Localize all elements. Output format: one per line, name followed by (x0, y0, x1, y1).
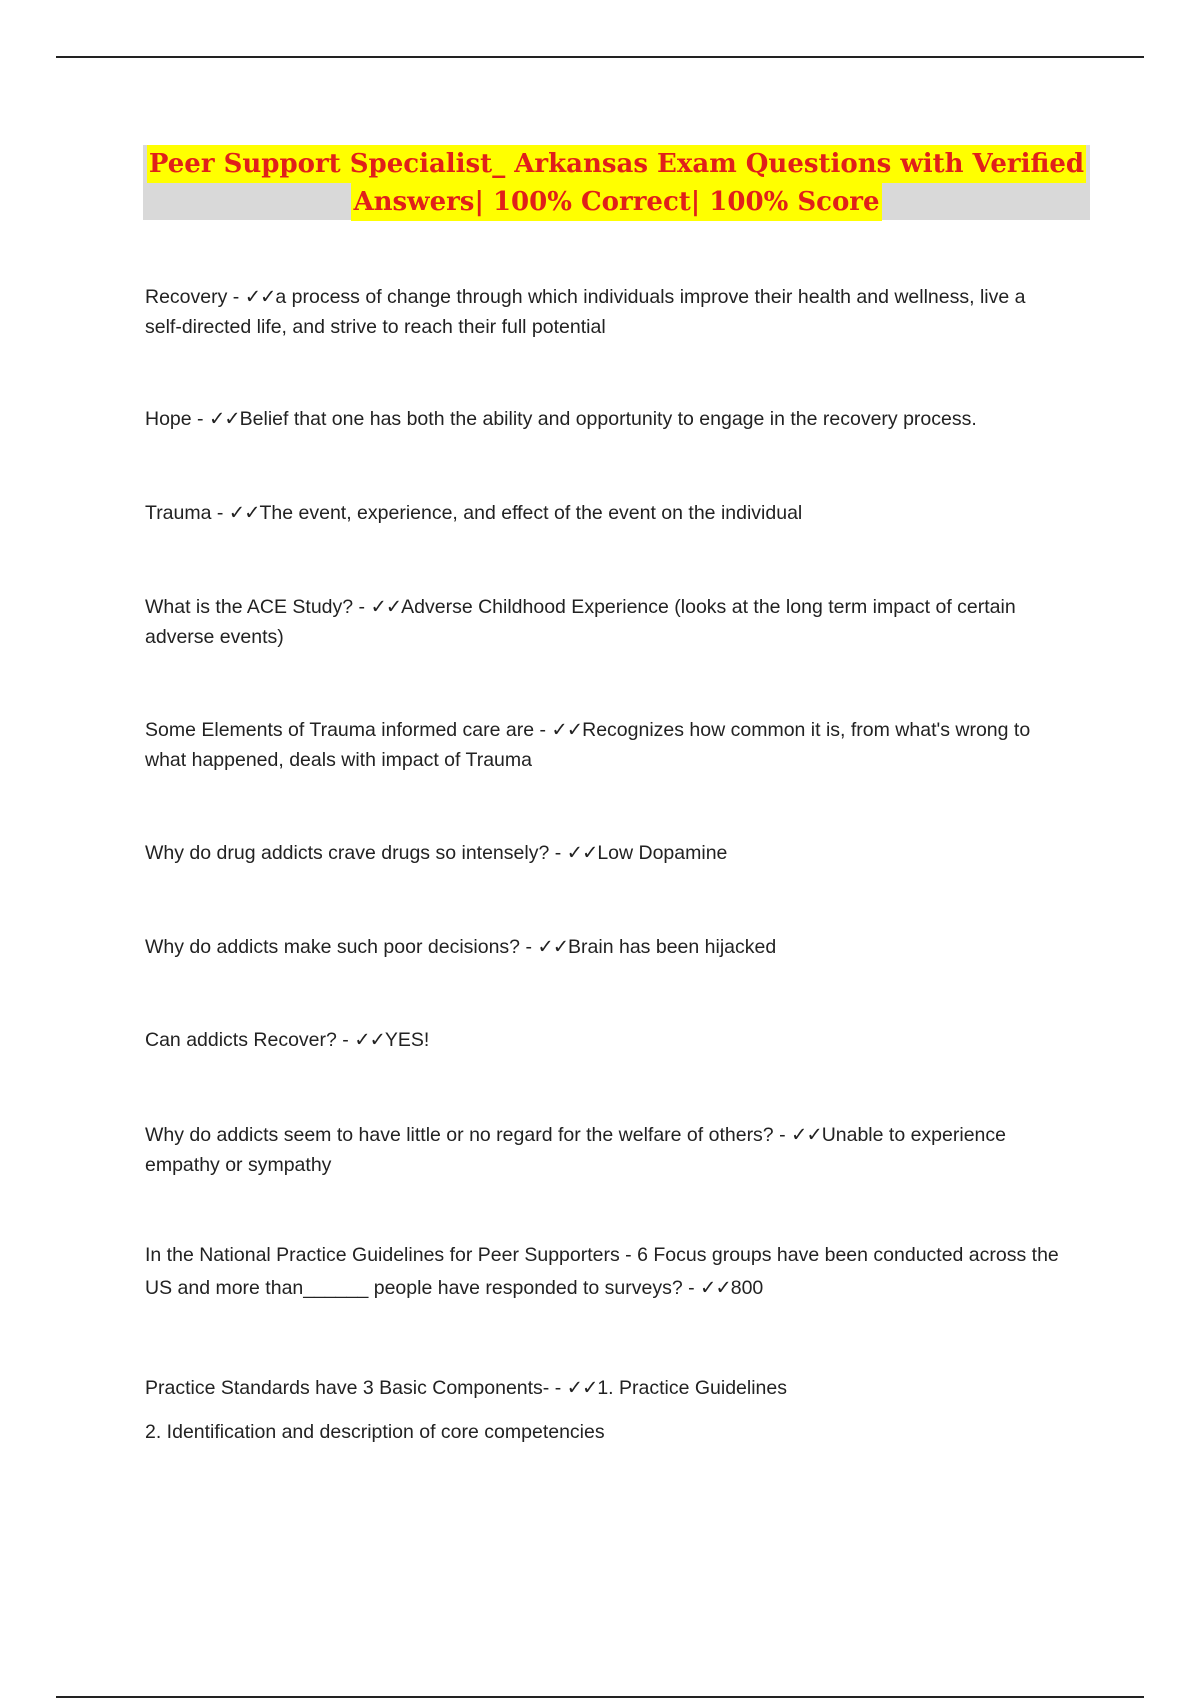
question-text: Recovery - (145, 286, 245, 308)
qa-item-can-recover (145, 1025, 1095, 1055)
answer-text: a process of change through which individuals improve their health and wellness, live a (275, 286, 1026, 308)
question-text: Why do addicts make such poor decisions? - (145, 936, 538, 958)
qa-item-trauma (145, 498, 1095, 528)
double-check-icon: ✓✓ (566, 842, 598, 864)
qa-line (145, 1272, 1095, 1305)
answer-text: Belief that one has both the ability and opportunity to engage in the recovery process. (239, 408, 977, 430)
double-check-icon: ✓✓ (354, 1029, 385, 1051)
title-line-2: Answers| 100% Correct| 100% Score (351, 183, 881, 221)
footer-rule (56, 1696, 1144, 1698)
double-check-icon: ✓✓ (791, 1124, 822, 1146)
qa-line (145, 404, 1095, 434)
question-text: What is the ACE Study? - (145, 596, 371, 618)
answer-text: The event, experience, and effect of the event on the individual (259, 502, 803, 524)
answer-text: Brain has been hijacked (568, 936, 777, 958)
answer-text: Adverse Childhood Experience (looks at the long term impact of certain (401, 596, 1016, 618)
double-check-icon: ✓✓ (208, 408, 240, 430)
question-text: Why do drug addicts crave drugs so intensely? - (145, 842, 567, 864)
qa-item-trauma-informed-care (145, 715, 1095, 775)
qa-line: self-directed life, and strive to reach their full potential (145, 316, 606, 338)
answer-text: Unable to experience (821, 1124, 1006, 1146)
qa-line (145, 838, 1095, 868)
qa-line (145, 592, 1095, 622)
qa-line: what happened, deals with impact of Trauma (145, 749, 532, 771)
double-check-icon: ✓✓ (228, 502, 260, 524)
double-check-icon: ✓✓ (700, 1277, 731, 1299)
double-check-icon: ✓✓ (244, 286, 276, 308)
title-line-1: Peer Support Specialist_ Arkansas Exam Questions with Verified (147, 145, 1086, 183)
qa-line: In the National Practice Guidelines for Peer Supporters - 6 Focus groups have been conducted across the (145, 1244, 1059, 1266)
question-text: US and more than______ people have responded to surveys? - (145, 1277, 701, 1299)
qa-line (145, 498, 1095, 528)
qa-item-national-guidelines (145, 1239, 1095, 1305)
answer-text: Low Dopamine (597, 842, 728, 864)
qa-item-cravings (145, 838, 1095, 868)
answer-text: 800 (730, 1277, 764, 1299)
double-check-icon: ✓✓ (370, 596, 402, 618)
double-check-icon: ✓✓ (551, 719, 583, 741)
answer-text: Recognizes how common it is, from what's wrong to (582, 719, 1031, 741)
header-rule (56, 56, 1144, 58)
qa-line (145, 282, 1095, 312)
qa-line: 2. Identification and description of core competencies (145, 1421, 605, 1443)
qa-line (145, 1025, 1095, 1055)
qa-item-welfare-of-others (145, 1120, 1095, 1180)
double-check-icon: ✓✓ (566, 1377, 598, 1399)
question-text: Hope - (145, 408, 209, 430)
qa-line: empathy or sympathy (145, 1154, 332, 1176)
qa-item-poor-decisions (145, 932, 1095, 962)
question-text: Why do addicts seem to have little or no regard for the welfare of others? - (145, 1124, 791, 1146)
question-text: Some Elements of Trauma informed care are - (145, 719, 552, 741)
double-check-icon: ✓✓ (537, 936, 569, 958)
qa-item-recovery (145, 282, 1095, 342)
qa-item-hope (145, 404, 1095, 434)
qa-line (145, 1366, 1095, 1410)
question-text: Can addicts Recover? - (145, 1029, 355, 1051)
qa-item-ace-study (145, 592, 1095, 652)
qa-item-practice-standards (145, 1366, 1095, 1454)
document-title (143, 145, 1090, 220)
question-text: Trauma - (145, 502, 229, 524)
answer-text: YES! (384, 1029, 430, 1051)
qa-line (145, 715, 1095, 745)
qa-line (145, 1120, 1095, 1150)
answer-text: 1. Practice Guidelines (597, 1377, 787, 1399)
qa-line: adverse events) (145, 626, 284, 648)
question-text: Practice Standards have 3 Basic Components- - (145, 1377, 567, 1399)
qa-line (145, 932, 1095, 962)
